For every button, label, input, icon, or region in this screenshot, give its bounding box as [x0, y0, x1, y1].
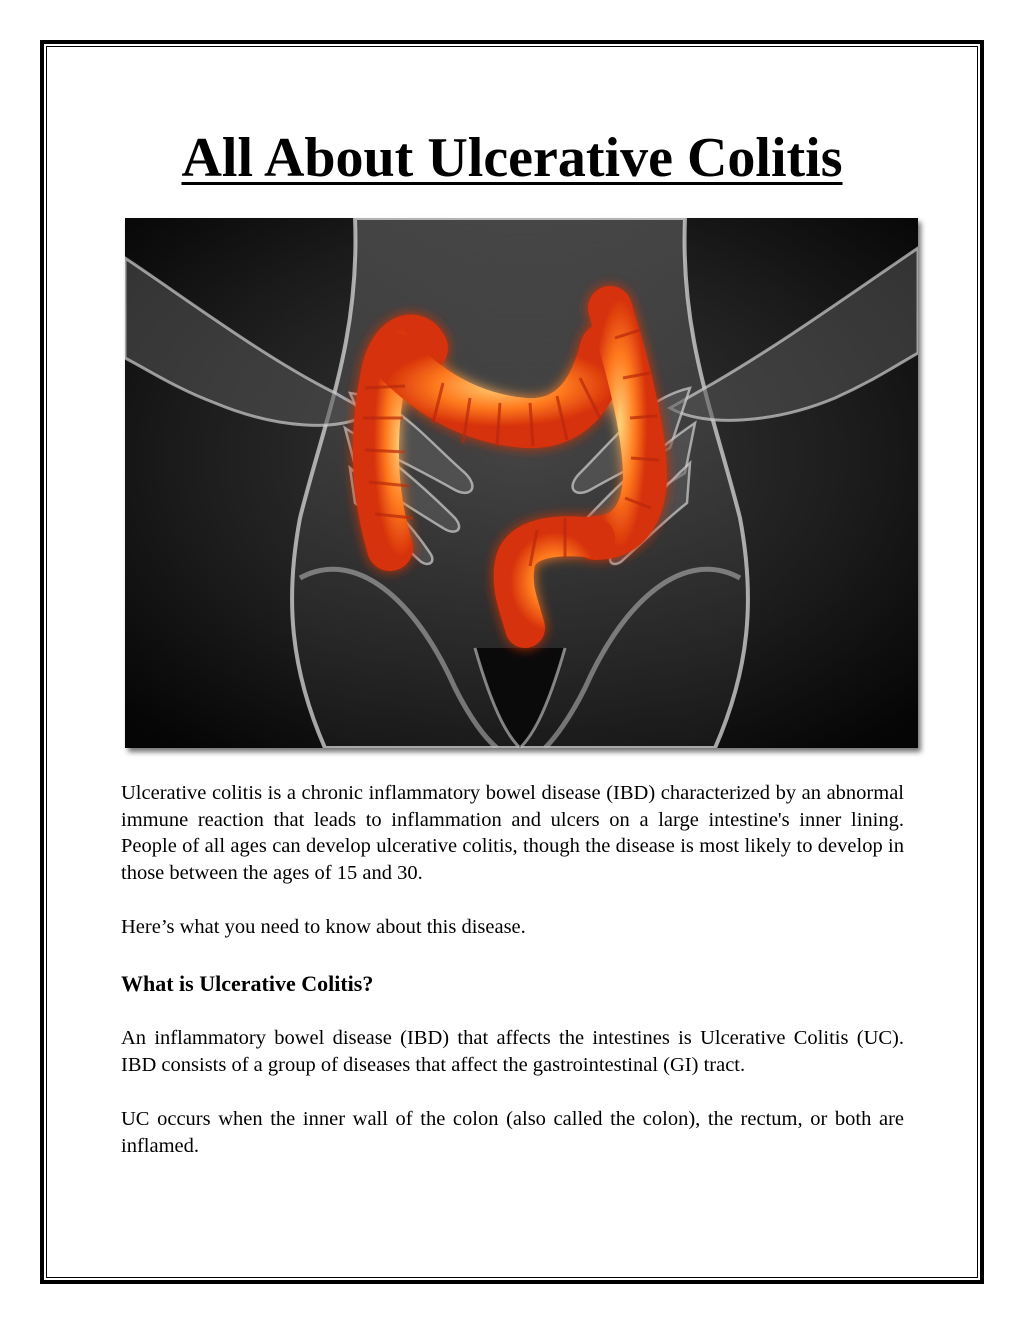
- hero-illustration: [125, 218, 918, 748]
- lead-in-paragraph: Here’s what you need to know about this disease.: [121, 916, 526, 938]
- page-title: [0, 118, 1024, 198]
- page-title-text: All About Ulcerative Colitis: [181, 127, 843, 189]
- section-heading: What is Ulcerative Colitis?: [121, 971, 374, 996]
- intro-paragraph: Ulcerative colitis is a chronic inflammatory bowel disease (IBD) characterized by an abnormal immune reaction that leads to inflammation and ulcers on a large intestine's inner lining. People of all ages can develop ulcerative colitis, though the disease is most likely to develop in those between the ages of 15 and 30.: [121, 782, 904, 884]
- definition-paragraph: An inflammatory bowel disease (IBD) that affects the intestines is Ulcerative Colitis (UC). IBD consists of a group of diseases that affect the gastrointestinal (GI) tract.: [121, 1027, 904, 1076]
- colon-illustration-svg: [125, 218, 918, 748]
- occurrence-paragraph: UC occurs when the inner wall of the colon (also called the colon), the rectum, or both are inflamed.: [121, 1108, 904, 1157]
